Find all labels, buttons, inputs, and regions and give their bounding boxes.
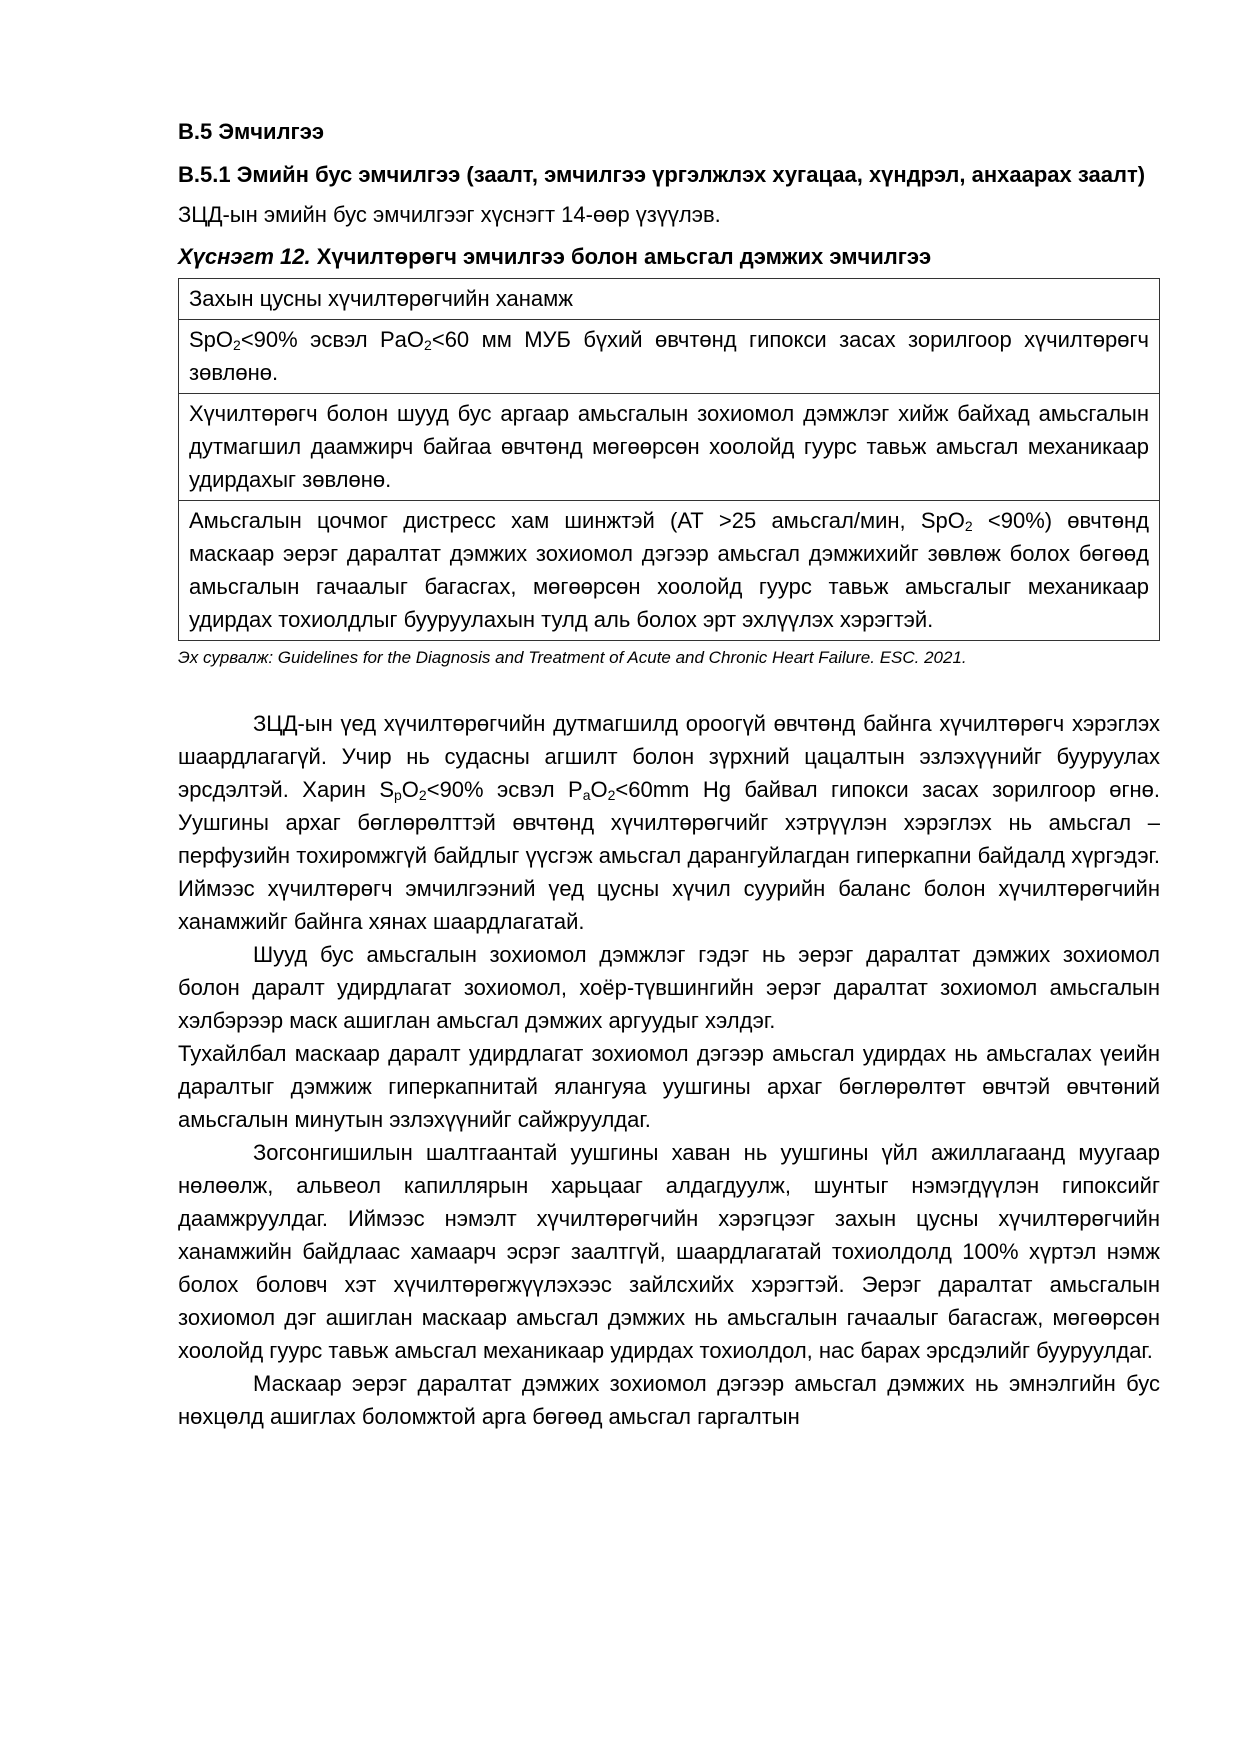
table-caption-title: Хүчилтөрөгч эмчилгээ болон амьсгал дэмжих эмчилгээ: [316, 244, 932, 269]
text-run: <90% эсвэл PaO: [240, 327, 425, 352]
section-heading: B.5 Эмчилгээ: [178, 119, 325, 144]
subscript: p: [394, 787, 402, 803]
subscript: 2: [607, 787, 616, 803]
text-run: Амьсгалын цочмог дистресс хам шинжтэй (АТ >25 амьсгал/мин, SpO: [189, 508, 965, 533]
table-row: [179, 394, 1160, 501]
text-run: <90% эсвэл P: [426, 777, 583, 802]
document-page: [178, 118, 1160, 1433]
table-cell: Захын цусны хүчилтөрөгчийн ханамж: [179, 279, 1160, 320]
subscript: 2: [233, 337, 241, 353]
table-row: [179, 320, 1160, 394]
subscript: a: [582, 787, 591, 803]
paragraph: Маскаар эерэг даралтат дэмжих зохиомол дэгээр амьсгал дэмжих нь эмнэлгийн бус нөхцөлд ашиглах боломжтой арга бөгөөд амьсгал гаргалтын: [178, 1371, 1160, 1429]
subscript: 2: [424, 337, 432, 353]
recommendation-table: [178, 278, 1160, 641]
text-run: SpO: [189, 327, 234, 352]
table-source: Эх сурвалж: Guidelines for the Diagnosis and Treatment of Acute and Chronic Heart Failure. ESC. 2021.: [178, 648, 967, 667]
subsection-heading: B.5.1 Эмийн бус эмчилгээ (заалт, эмчилгээ үргэлжлэх хугацаа, хүндрэл, анхаарах заалт): [178, 162, 1146, 187]
table-row: [179, 279, 1160, 320]
intro-text: ЗЦД-ын эмийн бус эмчилгээг хүснэгт 14-өөр үзүүлэв.: [178, 202, 721, 227]
subscript: 2: [964, 518, 973, 534]
text-run: <90%) өвчтөнд маскаар эерэг даралтат дэмжих зохиомол дэгээр амьсгал дэмжихийг зөвлөж болох бөгөөд амьсгалын гачаалыг багасгах, мөгөөрсөн хоолойд гуурс тавьж амьсгалыг механикаар удирдах тохиолдлыг бууруулахын тулд аль болох эрт эхлүүлэх хэрэгтэй.: [189, 508, 1149, 632]
table-cell: Хүчилтөрөгч болон шууд бус аргаар амьсгалын зохиомол дэмжлэг хийж байхад амьсгалын дутмагшил даамжирч байгаа өвчтөнд мөгөөрсөн хоолойд гуурс тавьж амьсгал механикаар удирдахыг зөвлөнө.: [179, 394, 1160, 501]
body-text: [178, 707, 1160, 1433]
text-run: O: [401, 777, 419, 802]
table-caption-label: Хүснэгт 12.: [178, 244, 311, 269]
table-cell: [179, 320, 1160, 394]
text-run: <60mm Hg байвал гипокси засах зорилгоор өгнө. Уушгины архаг бөглөрөлттэй өвчтөнд хүчилтөрөгчийг хэтрүүлэн хэрэглэх нь амьсгал – перфузийн тохиромжгүй байдлыг үүсгэж амьсгал дарангуйлагдан гиперкапни байдалд хүргэдэг. Иймээс хүчилтөрөгч эмчилгээний үед цусны хүчил суурийн баланс болон хүчилтөрөгчийн ханамжийг байнга хянах шаардлагатай.: [178, 777, 1160, 934]
paragraph: [178, 707, 1160, 938]
text-run: O: [590, 777, 608, 802]
table-cell: [179, 501, 1160, 641]
table-caption: [178, 242, 1160, 272]
text-run: ЗЦД-ын үед хүчилтөрөгчийн дутмагшилд ороогүй өвчтөнд байнга хүчилтөрөгч хэрэглэх шаардлагагүй. Учир нь судасны агшилт болон зүрхний цацалтын эзлэхүүнийг бууруулах эрсдэлтэй. Харин S: [178, 711, 1160, 802]
paragraph: Зогсонгишилын шалтгаантай уушгины хаван нь уушгины үйл ажиллагаанд муугаар нөлөөлж, альвеол капиллярын харьцааг алдагдуулж, шунтыг нэмэгдүүлэн гипоксийг даамжруулдаг. Иймээс нэмэлт хүчилтөрөгчийн хэрэгцээг захын цусны хүчилтөрөгчийн ханамжийн байдлаас хамаарч эсрэг заалтгүй, шаардлагатай тохиолдолд 100% хүртэл нэмж болох боловч хэт хүчилтөрөгжүүлэхээс зайлсхийх хэрэгтэй. Эерэг даралтат амьсгалын зохиомол дэг ашиглан маскаар амьсгал дэмжих нь амьсгалын гачаалыг багасгаж, мөгөөрсөн хоолойд гуурс тавьж амьсгал механикаар удирдах тохиолдол, нас барах эрсдэлийг бууруулдаг.: [178, 1140, 1160, 1363]
table-row: [179, 501, 1160, 641]
paragraph: Шууд бус амьсгалын зохиомол дэмжлэг гэдэг нь эерэг даралтат дэмжих зохиомол болон даралт удирдлагат зохиомол, хоёр-түвшингийн эерэг даралтат зохиомол амьсгалын хэлбэрээр маск ашиглан амьсгал дэмжих аргуудыг хэлдэг.: [178, 942, 1160, 1033]
text-run: <60 мм МУБ бүхий өвчтөнд гипокси засах зорилгоор хүчилтөрөгч зөвлөнө.: [189, 327, 1149, 385]
subscript: 2: [418, 787, 427, 803]
paragraph: Тухайлбал маскаар даралт удирдлагат зохиомол дэгээр амьсгал удирдах нь амьсгалах үеийн даралтыг дэмжиж гиперкапнитай ялангуяа уушгины архаг бөглөрөлтөт өвчтэй өвчтөний амьсгалын минутын эзлэхүүнийг сайжруулдаг.: [178, 1041, 1160, 1132]
